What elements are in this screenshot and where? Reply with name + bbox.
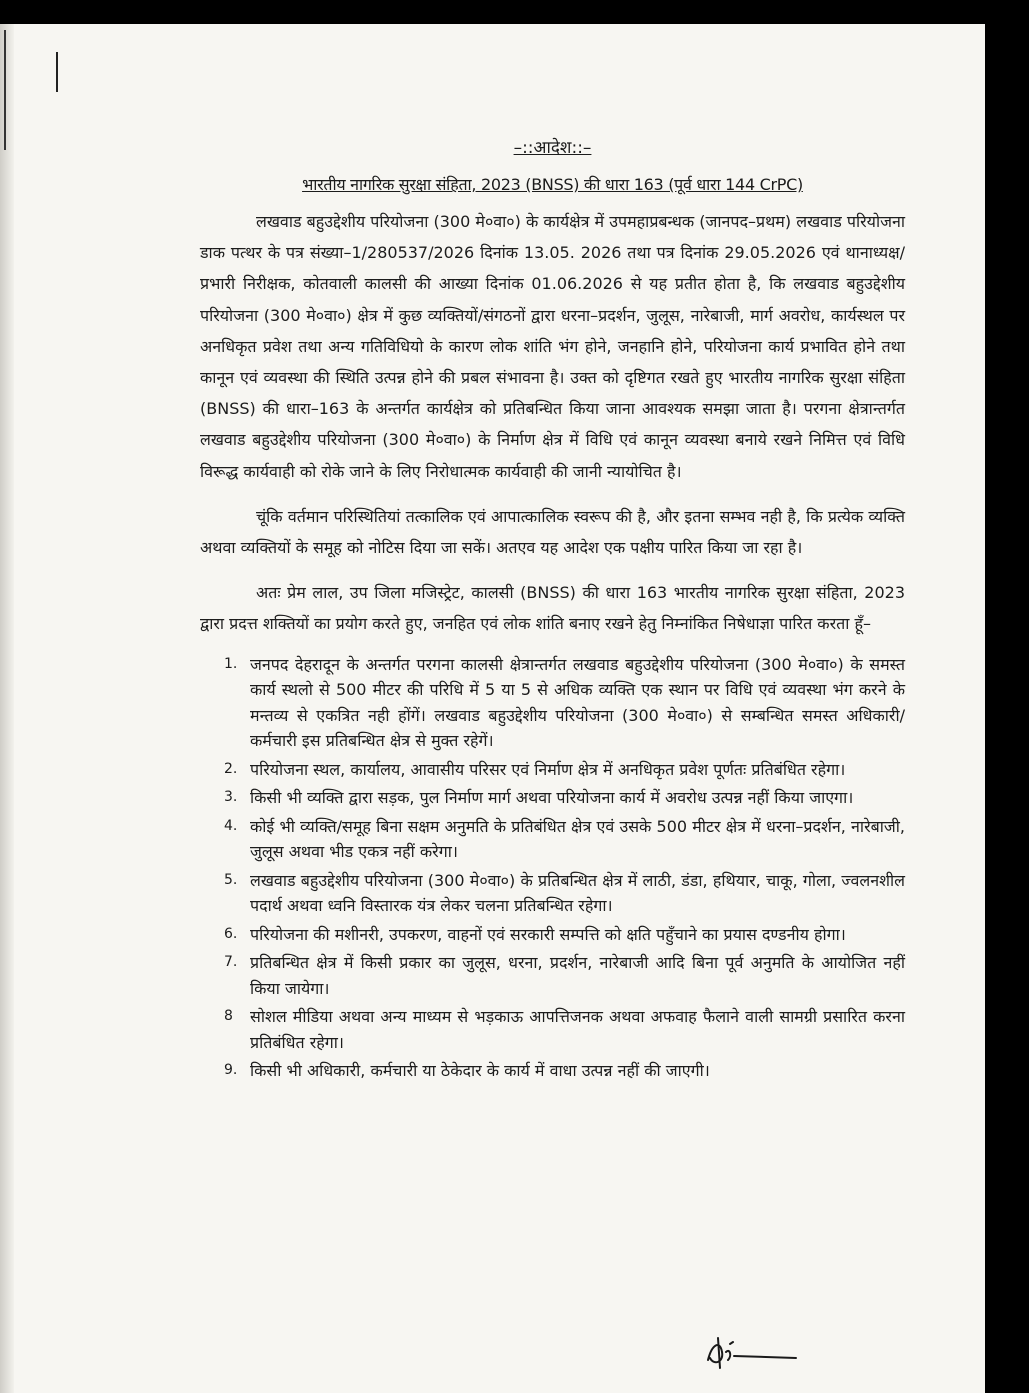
prohibition-item — [200, 757, 905, 783]
item-text: कोई भी व्यक्ति/समूह बिना सक्षम अनुमति के प्रतिबंधित क्षेत्र एवं उसके 500 मीटर क्षेत्र में धरना–प्रदर्शन, नारेबाजी, जुलूस अथवा भीड एकत्र नहीं करेगा। — [250, 816, 905, 862]
document-subheading: भारतीय नागरिक सुरक्षा संहिता, 2023 (BNSS) की धारा 163 (पूर्व धारा 144 CrPC) — [302, 175, 803, 194]
pen-mark — [56, 52, 58, 92]
handwritten-signature — [700, 1330, 800, 1374]
item-number: 4. — [224, 817, 238, 834]
item-number: 3. — [224, 789, 238, 806]
order-document — [200, 128, 905, 1087]
prohibition-item — [200, 868, 905, 919]
item-text: प्रतिबन्धित क्षेत्र में किसी प्रकार का जुलूस, धरना, प्रदर्शन, नारेबाजी आदि बिना पूर्व अनुमति के आयोजित नहीं किया जायेगा। — [250, 953, 905, 998]
prohibition-list — [200, 652, 905, 1084]
item-text: सोशल मीडिया अथवा अन्य माध्यम से भड़काऊ आपत्तिजनक अथवा अफवाह फैलाने वाली सामग्री प्रसारित करना प्रतिबंधित रहेगा। — [250, 1007, 905, 1052]
document-heading: –::आदेश::– — [513, 138, 592, 158]
item-text: किसी भी व्यक्ति द्वारा सड़क, पुल निर्माण मार्ग अथवा परियोजना कार्य में अवरोध उत्पन्न नहीं किया जाएगा। — [250, 788, 854, 808]
prohibition-item — [200, 922, 905, 948]
item-text: किसी भी अधिकारी, कर्मचारी या ठेकेदार के कार्य में वाधा उत्पन्न नहीं की जाएगी। — [250, 1061, 710, 1081]
item-text: परियोजना की मशीनरी, उपकरण, वाहनों एवं सरकारी सम्पत्ति को क्षति पहुँचाने का प्रयास दण्डनीय होगा। — [250, 924, 846, 944]
item-number: 8 — [224, 1008, 233, 1025]
prohibition-item — [200, 814, 905, 865]
item-text: जनपद देहरादून के अन्तर्गत परगना कालसी क्षेत्रान्तर्गत लखवाड बहुउद्देशीय परियोजना (300 मे०वा०) के समस्त कार्य स्थलो से 500 मीटर की परिधि में 5 या 5 से अधिक व्यक्ति एक स्थान पर विधि एवं व्यवस्था भंग करने के मन्तव्य से एकत्रित नही होंगें। लखवाड बहुउद्देशीय परियोजना (300 मे०वा०) से सम्बन्धित समस्त अधिकारी/कर्मचारी इस प्रतिबन्धित क्षेत्र से मुक्त रहेगें। — [250, 654, 905, 751]
paragraph-ex-parte: चूंकि वर्तमान परिस्थितियां तत्कालिक एवं आपात्कालिक स्वरूप की है, और इतना सम्भव नही है, कि प्रत्येक व्यक्ति अथवा व्यक्तियों के समूह को नोटिस दिया जा सकें। अतएव यह आदेश एक पक्षीय पारित किया जा रहा है। — [200, 506, 905, 558]
item-number: 6. — [224, 925, 238, 942]
item-number: 5. — [224, 871, 238, 888]
item-number: 7. — [224, 954, 238, 971]
prohibition-item — [200, 785, 905, 811]
paragraph-order-intro: अतः प्रेम लाल, उप जिला मजिस्ट्रेट, कालसी (BNSS) की धारा 163 भारतीय नागरिक सुरक्षा संहिता, 2023 द्वारा प्रदत्त शक्तियों का प्रयोग करते हुए, जनहित एवं लोक शांति बनाए रखने हेतु निम्नांकित निषेधाज्ञा पारित करता हूँ– — [200, 583, 905, 634]
prohibition-item — [200, 652, 905, 754]
item-number: 9. — [224, 1062, 238, 1079]
paragraph-background: लखवाड बहुउद्देशीय परियोजना (300 मे०वा०) के कार्यक्षेत्र में उपमहाप्रबन्धक (जानपद–प्रथम) लखवाड परियोजना डाक पत्थर के पत्र संख्या–1/280537/2026 दिनांक 13.05. 2026 तथा पत्र दिनांक 29.05.2026 एवं थानाध्यक्ष/प्रभारी निरीक्षक, कोतवाली कालसी की आख्या दिनांक 01.06.2026 से यह प्रतीत होता है, कि लखवाड बहुउद्देशीय परियोजना (300 मे०वा०) क्षेत्र में कुछ व्यक्तियों/संगठनों द्वारा धरना–प्रदर्शन, जुलूस, नारेबाजी, मार्ग अवरोध, कार्यस्थल पर अनधिकृत प्रवेश तथा अन्य गतिविधियो के कारण लोक शांति भंग होने, जनहानि होने, परियोजना कार्य प्रभावित होने तथा कानून एवं व्यवस्था की स्थिति उत्पन्न होने की प्रबल संभावना है। उक्त को दृष्टिगत रखते हुए भारतीय नागरिक सुरक्षा संहिता (BNSS) की धारा–163 के अन्तर्गत कार्यक्षेत्र को प्रतिबन्धित किया जाना आवश्यक समझा जाता है। परगना क्षेत्रान्तर्गत लखवाड बहुउद्देशीय परियोजना (300 मे०वा०) के निर्माण क्षेत्र में विधि एवं कानून व्यवस्था बनाये रखने निमित्त एवं विधि विरूद्ध कार्यवाही को रोके जाने के लिए निरोधात्मक कार्यवाही की जानी न्यायोचित है। — [200, 212, 905, 481]
item-number: 1. — [224, 655, 238, 672]
item-text: परियोजना स्थल, कार्यालय, आवासीय परिसर एवं निर्माण क्षेत्र में अनधिकृत प्रवेश पूर्णतः प्रतिबंधित रहेगा। — [250, 759, 846, 779]
prohibition-item — [200, 1058, 905, 1084]
prohibition-item — [200, 1004, 905, 1055]
page-left-shadow — [0, 24, 14, 1393]
item-number: 2. — [224, 760, 238, 777]
prohibition-item — [200, 950, 905, 1001]
scan-right-border — [985, 0, 1029, 1393]
item-text: लखवाड बहुउद्देशीय परियोजना (300 मे०वा०) के प्रतिबन्धित क्षेत्र में लाठी, डंडा, हथियार, चाकू, गोला, ज्वलनशील पदार्थ अथवा ध्वनि विस्तारक यंत्र लेकर चलना प्रतिबन्धित रहेगा। — [250, 870, 905, 916]
signature-graphic — [700, 1330, 800, 1374]
page-edge-mark — [4, 30, 6, 150]
scan-top-border — [0, 0, 1029, 24]
